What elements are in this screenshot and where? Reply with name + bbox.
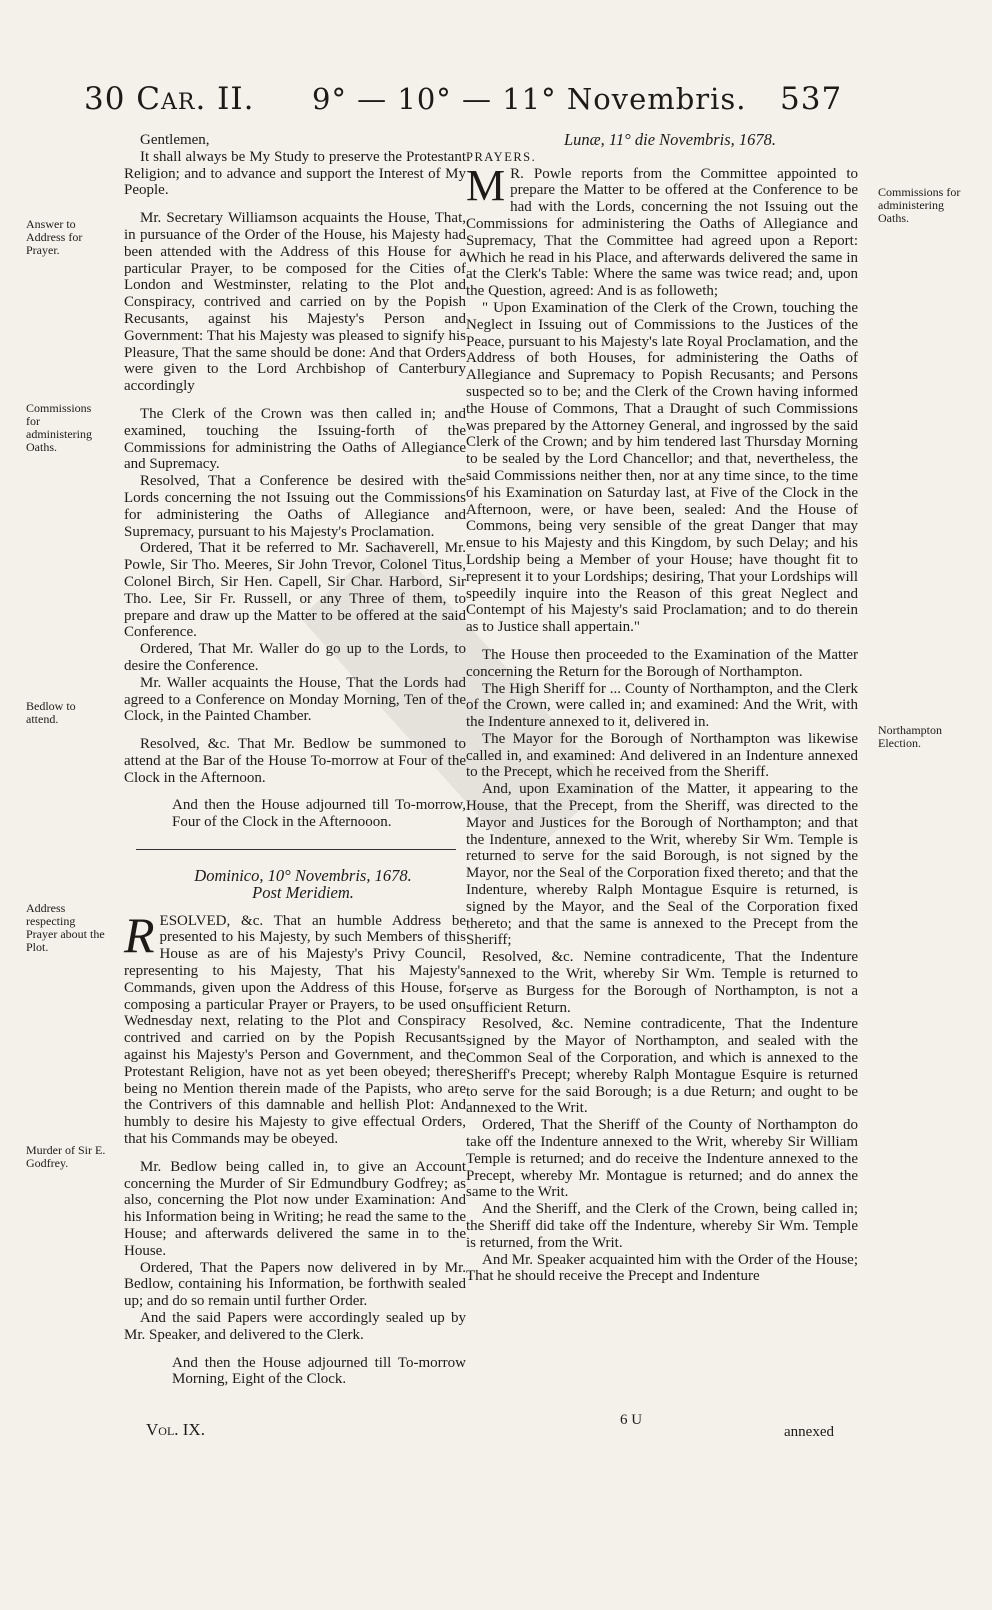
paragraph: Ordered, That the Papers now delivered in by Mr. Bedlow, containing his Information, be forthwith sealed up; and do so remain until further Order. <box>124 1259 466 1310</box>
paragraph: The High Sheriff for ... County of Northampton, and the Clerk of the Crown, were called in; and examined: And the Writ, with the Indenture annexed to it, delivered in. <box>466 680 858 731</box>
margin-note-murder: Murder of Sir E. Godfrey. <box>26 1143 106 1170</box>
running-head-center: 9° — 10° — 11° Novembris. <box>312 82 747 116</box>
paragraph: Mr. Bedlow being called in, to give an Account concerning the Murder of Sir Edmundbury Godfrey; as also, concerning the Plot now under Examination: And his Information being in Writing; he read the same to the House; and afterwards delivered the same in to the House. <box>124 1158 466 1259</box>
margin-note-address: Address respecting Prayer about the Plot. <box>26 901 105 954</box>
adjournment: And then the House adjourned till To-morrow Morning, Eight of the Clock. <box>172 1354 466 1388</box>
paragraph: Ordered, That it be referred to Mr. Sachaverell, Mr. Powle, Sir Tho. Meeres, Sir John Trevor, Colonel Titus, Colonel Birch, Sir Hen. Capell, Sir Char. Harbord, Sir Tho. Lee, Sir Fr. Russell, or any Three of them, to prepare and draw up the Matter to be offered at the said Conference. <box>124 540 466 641</box>
paragraph: Resolved, &c. That Mr. Bedlow be summoned to attend at the Bar of the House To-morrow at Four of the Clock in the Afternoon. <box>124 736 466 786</box>
salutation: Gentlemen, <box>140 132 210 148</box>
paragraph: And, upon Examination of the Matter, it appearing to the House, that the Precept, from the Sheriff, was directed to the Mayor and Justices for the Borough of Northampton; and that the Indenture, annexed to the Writ, whereby Sir Wm. Temple is returned to serve for the said Borough, is not signed by the Mayor, nor the Seal of the Corporation fixed thereto; and that the Indenture, whereby Ralph Montague Esquire is returned, is signed by the Mayor, and the Seal of the Corporation fixed thereto; and that the same is annexed to the Precept from the Sheriff; <box>466 781 858 949</box>
adjournment: And then the House adjourned till To-morrow, Four of the Clock in the Afternooon. <box>172 797 466 831</box>
paragraph: And the Sheriff, and the Clerk of the Crown, being called in; the Sheriff did take off the Indenture, whereby Sir Wm. Temple is returned, from the Writ. <box>466 1201 858 1251</box>
catchword: annexed <box>784 1424 834 1440</box>
drop-cap: M <box>466 160 506 210</box>
paragraph: R. Powle reports from the Committee appointed to prepare the Matter to be offered at the Conference to be had with the Lords, concerning the not Issuing out the Commissions for administering the Oaths of Allegiance and Supremacy, That the Committee had agreed upon a Report: Which he read in his Place, and afterwards delivered the same in at the Clerk's Table: Where the same was twice read; and, upon the Question, agreed: And is as followeth; <box>466 165 858 300</box>
paragraph: The House then proceeded to the Examination of the Matter concerning the Return for the Borough of Northampton. <box>466 646 858 680</box>
right-column <box>466 132 858 1285</box>
volume-label: Vol. IX. <box>146 1420 205 1439</box>
paragraph: Resolved, &c. Nemine contradicente, That the Indenture signed by the Mayor of Northampton, and sealed with the Common Seal of the Corporation, and which is annexed to the Sheriff's Precept; whereby Ralph Montague Esquire is returned to serve for the said Borough; is a due Return; and ought to be annexed to the Writ. <box>466 1016 858 1117</box>
paragraph: Ordered, That Mr. Waller do go up to the Lords, to desire the Conference. <box>124 641 466 674</box>
drop-cap: R <box>124 906 155 963</box>
section-date: Dominico, 10° Novembris, 1678. <box>194 866 412 886</box>
paragraph: The Clerk of the Crown was then called in; and examined, touching the Issuing-forth of the Commissions for administring the Oaths of Allegiance and Supremacy. <box>124 405 466 473</box>
margin-note-commissions-right: Commissions for administering Oaths. <box>878 185 961 225</box>
section-date: Lunæ, 11° die Novembris, 1678. <box>563 130 777 149</box>
left-column <box>124 132 466 1388</box>
paragraph: Resolved, &c. Nemine contradicente, That the Indenture annexed to the Writ, whereby Sir Wm. Temple is returned to serve as Burgess for the Borough of Northampton, is not a sufficient Return. <box>466 949 858 1016</box>
paragraph: The Mayor for the Borough of Northampton was likewise called in, and examined: And delivered in an Indenture annexed to the Precept, which he received from the Sheriff. <box>466 730 858 781</box>
prayers-caption: PRAYERS. <box>466 149 537 164</box>
paragraph: Mr. Secretary Williamson acquaints the House, That, in pursuance of the Order of the House, his Majesty had been attended with the Address of this House for a particular Prayer, to be composed for the Cities of London and Westminster, relating to the Plot and Conspiracy, contrived and carried on by the Popish Recusants, against his Majesty's Person and Government: That his Majesty was pleased to signify his Pleasure, That the same should be done: And that Orders were given to the Lord Archbishop of Canterbury accordingly <box>124 210 466 395</box>
margin-note-bedlow: Bedlow to attend. <box>26 699 76 726</box>
paragraph: Mr. Waller acquaints the House, That the Lords had agreed to a Conference on Monday Morning, Ten of the Clock, in the Painted Chamber. <box>124 674 466 725</box>
paragraph: Resolved, That a Conference be desired with the Lords concerning the not Issuing out the Commissions for administering the Oaths of Allegiance and Supremacy, pursuant to his Majesty's Proclamation. <box>124 473 466 540</box>
margin-note-commissions: Commissions for administering Oaths. <box>26 401 92 454</box>
report-quote: " Upon Examination of the Clerk of the Crown, touching the Neglect in Issuing out of Commissions to the Justices of the Peace, pursuant to his Majesty's late Royal Proclamation, and the Address of both Houses, for administering the Oaths of Allegiance and Supremacy to Popish Recusants; and Persons suspected so to be; and the Clerk of the Crown having informed the House of Commons, That a Draught of such Commissions was prepared by the Attorney General, and ingrossed by the said Clerk of the Crown; and by him tendered last Thursday Morning to be sealed by the Lord Chancellor; and that, nevertheless, the said Commissions neither then, nor at any time since, to the time of his Examination on Saturday last, at Five of the Clock in the Afternoon, were, or have been, sealed: And the House of Commons, being very sensible of the great Danger that may ensue to his Majesty and this Kingdom, by such Delay; and his Lordship being a Member of your House; have thought fit to represent it to your Lordships; desiring, That your Lordships will speedily inquire into the Reason of this great Neglect and Contempt of his Majesty's said Proclamation; and to do therein as to Justice shall appertain." <box>466 299 858 636</box>
running-head-left: 30 Car. II. <box>84 81 255 117</box>
page-number: 537 <box>780 81 843 117</box>
margin-note-northampton: Northampton Election. <box>878 723 942 750</box>
paragraph: And the said Papers were accordingly sealed up by Mr. Speaker, and delivered to the Clerk. <box>124 1310 466 1343</box>
section-rule <box>136 849 456 850</box>
paragraph: ESOLVED, &c. That an humble Address be presented to his Majesty, by such Members of this House as are of his Majesty's Privy Council, representing to his Majesty, That his Majesty's Commands, given upon the Address of this House, for composing a particular Prayer or Prayers, to be used on Wednesday next, relating to the Plot and Conspiracy contrived and carried on by the Popish Recusants against his Majesty's Person and Government, and the Protestant Religion, have not as yet been obeyed; there being no Mention therein made of the Papists, who are the Contrivers of this damnable and hellish Plot: And humbly to desire his Majesty to give effectual Orders, that his Commands may be obeyed. <box>124 912 466 1148</box>
signature-mark: 6 U <box>620 1412 643 1428</box>
paragraph: Ordered, That the Sheriff of the County of Northampton do take off the Indenture annexed to the Writ, whereby Sir William Temple is returned; and do receive the Indenture annexed to the Precept, whereby Mr. Montague is returned; and do annex the same to the Writ. <box>466 1117 858 1201</box>
margin-note-answer: Answer to Address for Prayer. <box>26 217 83 257</box>
paragraph: And Mr. Speaker acquainted him with the Order of the House; That he should receive the Precept and Indenture <box>466 1251 858 1285</box>
section-subheading: Post Meridiem. <box>252 882 354 902</box>
paragraph: It shall always be My Study to preserve the Protestant Religion; and to advance and support the Interest of My People. <box>124 148 466 199</box>
